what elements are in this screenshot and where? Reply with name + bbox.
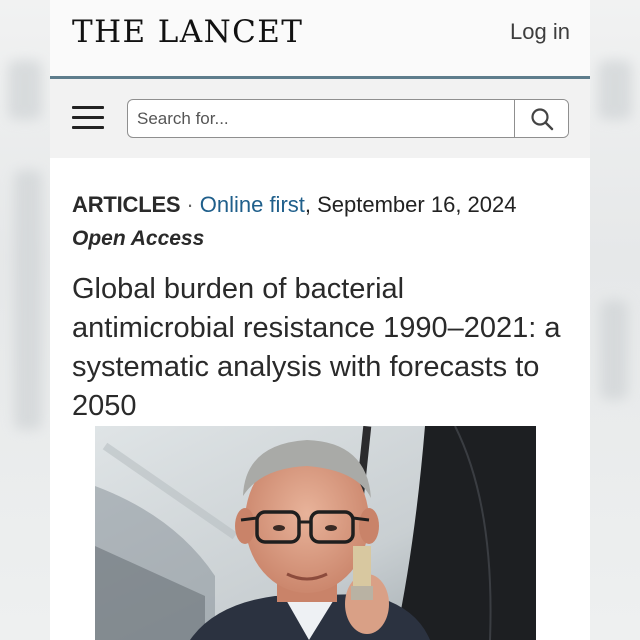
search-input[interactable] [128,100,513,137]
background-shape [600,300,628,400]
article-meta [72,192,516,218]
meta-separator: · [186,192,194,217]
login-link[interactable]: Log in [510,19,570,44]
section-label: ARTICLES [72,192,181,217]
publication-date: , September 16, 2024 [304,192,517,217]
top-bar [50,0,590,76]
article-title: Global burden of bacterial antimicrobial resistance 1990–2021: a systematic analysis with forecasts to 2050 [72,273,561,422]
search-box [127,99,569,138]
hamburger-menu-icon[interactable] [72,106,104,130]
background-shape [14,170,42,430]
search-bar [50,79,590,158]
background-shape [8,60,42,120]
article-photo-image [95,426,536,640]
lancet-logo[interactable]: THE LANCET [72,14,304,50]
page-card [50,0,590,640]
background-shape [598,60,632,120]
search-icon [530,107,554,131]
open-access-label: Open Access [72,227,205,250]
online-first-link[interactable]: Online first [199,192,305,217]
article-photo [95,426,536,640]
search-button[interactable] [514,100,568,137]
